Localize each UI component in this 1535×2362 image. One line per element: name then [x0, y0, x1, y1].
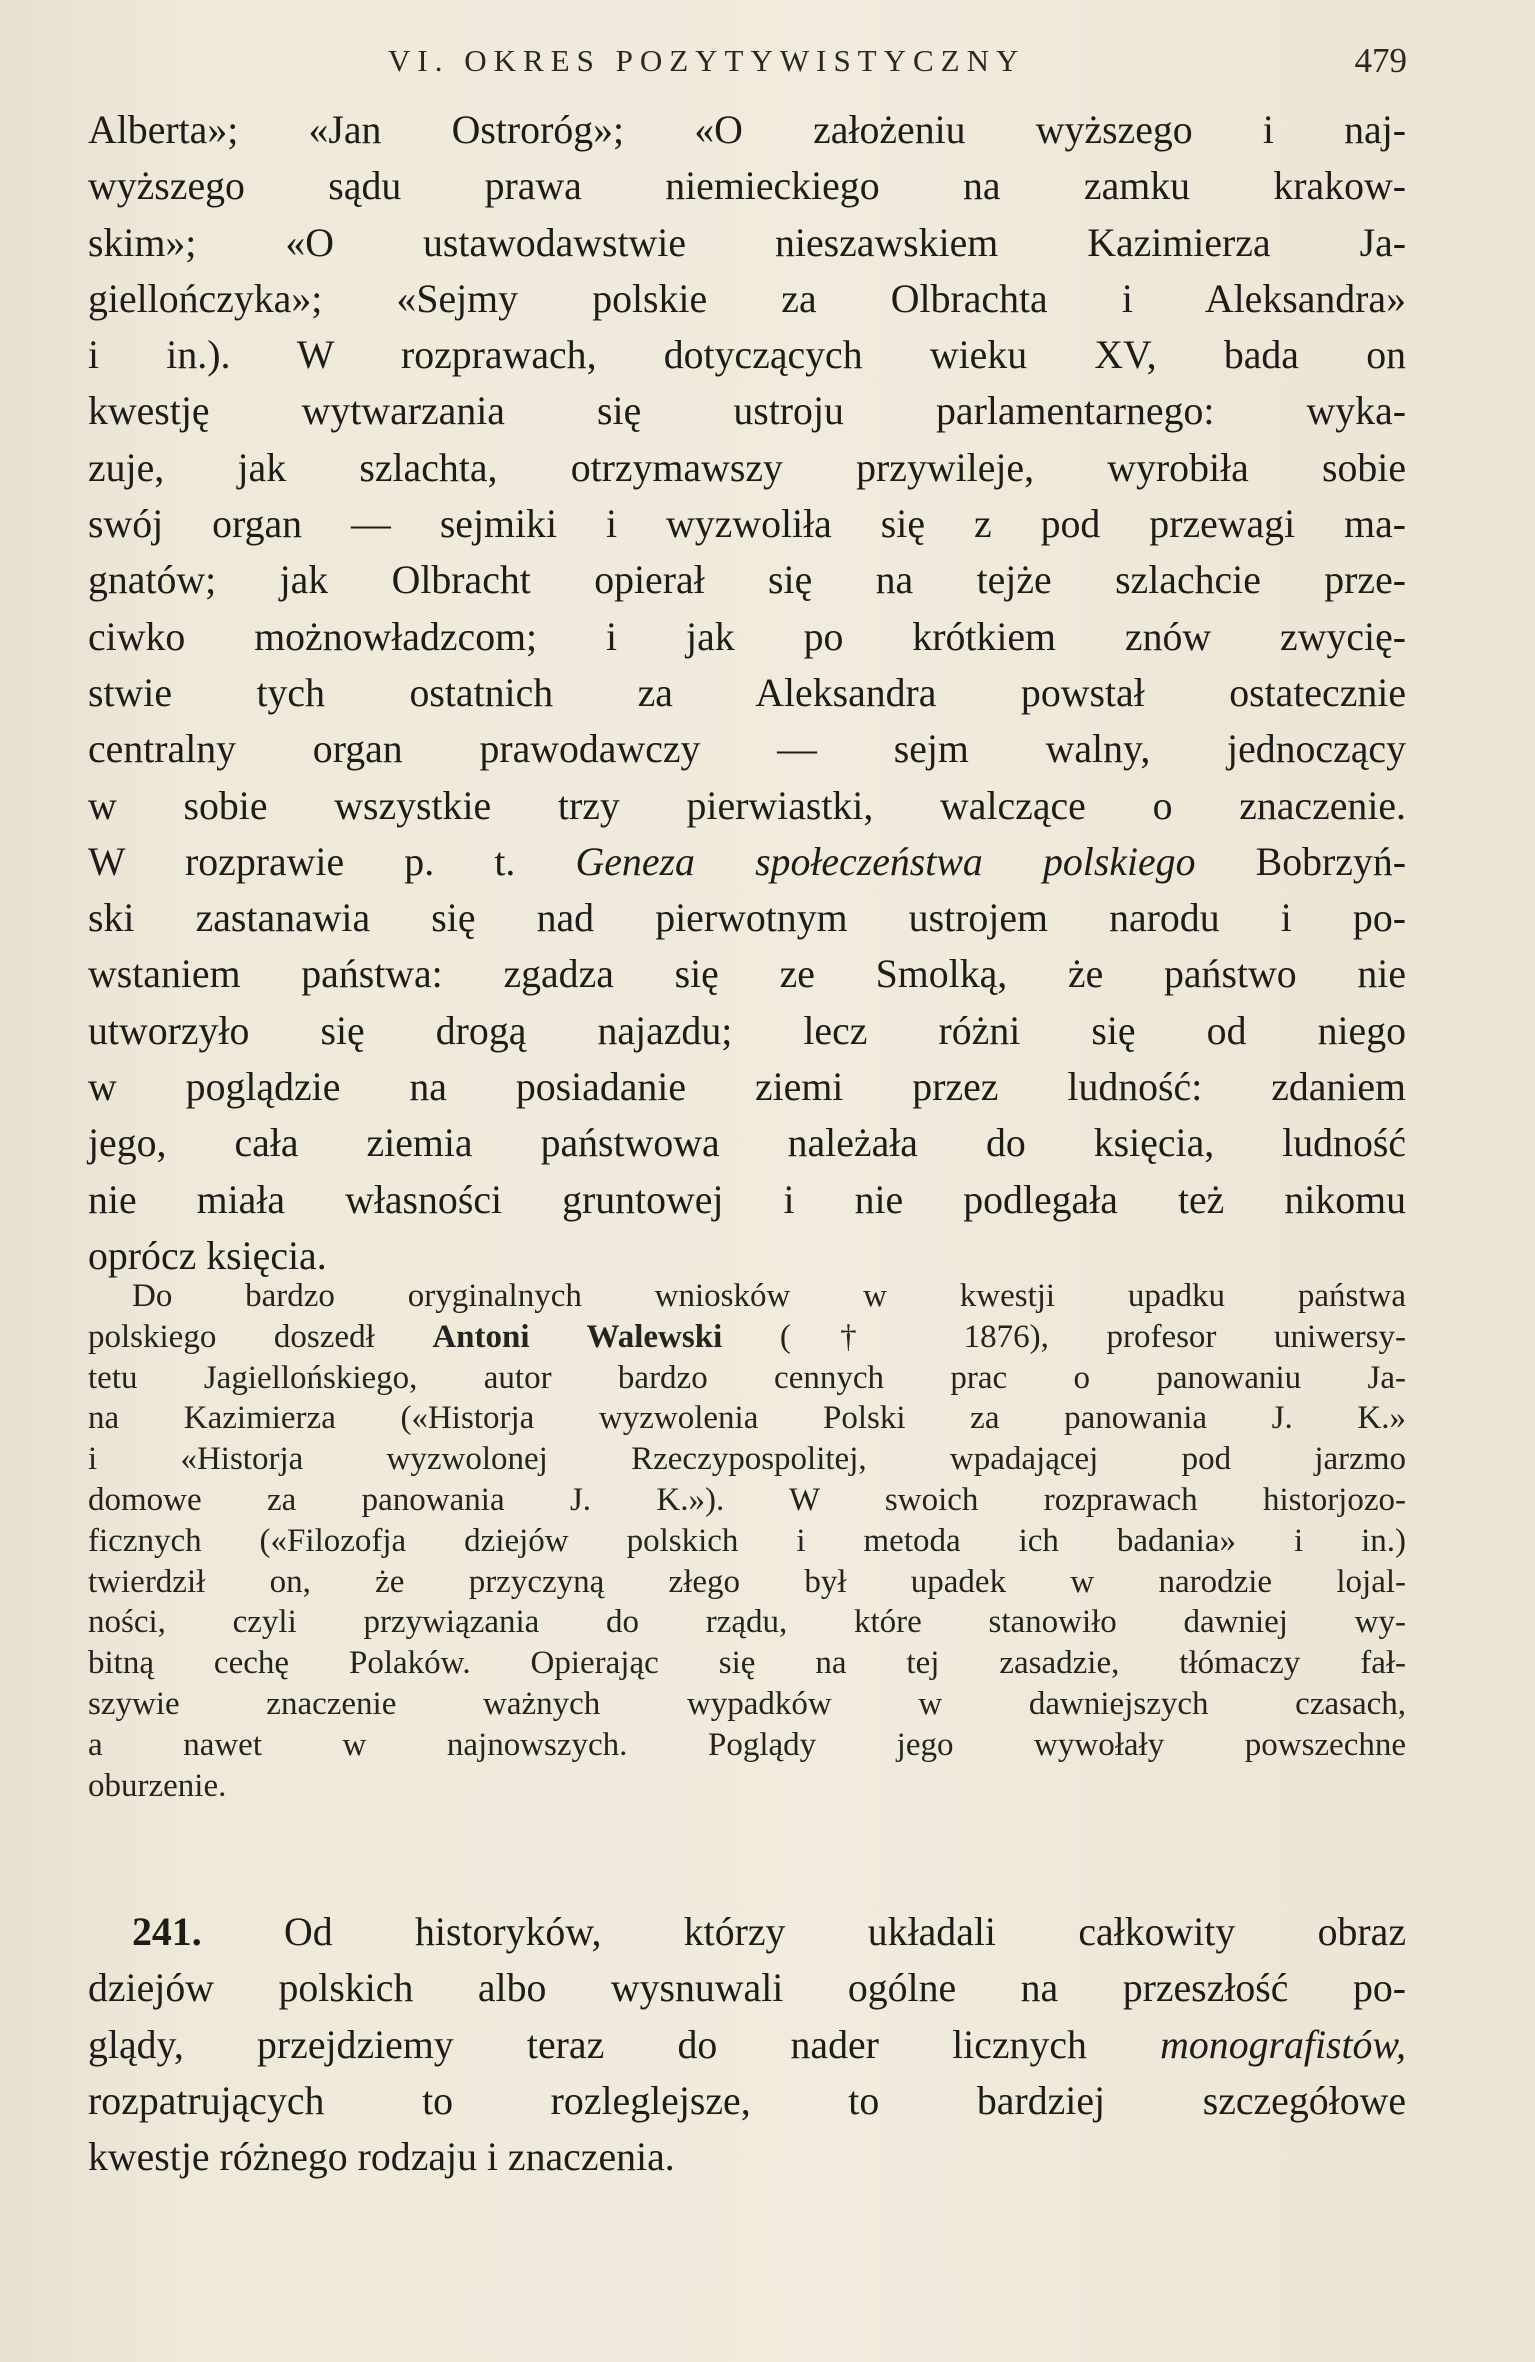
text-line: oprócz księcia.	[88, 1233, 327, 1278]
page-number: 479	[1354, 41, 1407, 80]
text-line: w poglądzie na posiadanie ziemi przez ludność: zdaniem	[88, 1065, 1406, 1110]
text-line: centralny organ prawodawczy — sejm walny, jednoczący	[88, 727, 1406, 772]
italic-term: monografistów,	[1160, 2022, 1406, 2067]
page-header	[88, 36, 1407, 86]
text-segment: Bobrzyń-	[1195, 839, 1406, 884]
text-line	[88, 2017, 1406, 2073]
text-segment: glądy, przejdziemy teraz do nader licznych	[88, 2022, 1161, 2067]
text-line: stwie tych ostatnich za Aleksandra powstał ostatecznie	[88, 670, 1406, 715]
text-line: kwestje różnego rodzaju i znaczenia.	[88, 2135, 675, 2180]
text-line: i «Historja wyzwolonej Rzeczypospolitej, wpadającej pod jarzmo	[88, 1441, 1406, 1478]
text-line: ficznych («Filozofja dziejów polskich i metoda ich badania» i in.)	[88, 1522, 1406, 1559]
text-line: tetu Jagiellońskiego, autor bardzo cennych prac o panowaniu Ja-	[88, 1359, 1406, 1396]
text-line: swój organ — sejmiki i wyzwoliła się z pod przewagi ma-	[88, 502, 1406, 547]
text-line: na Kazimierza («Historja wyzwolenia Polski za panowania J. K.»	[88, 1400, 1406, 1437]
text-line: zuje, jak szlachta, otrzymawszy przywileje, wyrobiła sobie	[88, 445, 1406, 490]
text-segment: W rozprawie p. t.	[88, 839, 576, 884]
text-line: a nawet w najnowszych. Poglądy jego wywołały powszechne	[88, 1726, 1406, 1763]
text-line: wstaniem państwa: zgadza się ze Smolką, że państwo nie	[88, 952, 1406, 997]
section-number: 241.	[132, 1910, 202, 1954]
text-line: dziejów polskich albo wysnuwali ogólne na przeszłość po-	[88, 1966, 1406, 2011]
text-segment: († 1876), profesor uniwersy-	[722, 1318, 1406, 1355]
text-line: skim»; «O ustawodawstwie nieszawskiem Kazimierza Ja-	[88, 220, 1406, 265]
text-line: wyższego sądu prawa niemieckiego na zamku krakow-	[88, 164, 1406, 209]
text-line: i in.). W rozprawach, dotyczących wieku XV, bada on	[88, 333, 1406, 378]
text-line: nie miała własności gruntowej i nie podlegała też nikomu	[88, 1177, 1406, 1222]
text-line: rozpatrujących to rozleglejsze, to bardziej szczegółowe	[88, 2078, 1406, 2123]
text-line	[88, 1904, 1406, 1960]
text-line: kwestję wytwarzania się ustroju parlamentarnego: wyka-	[88, 389, 1406, 434]
text-line	[88, 1317, 1406, 1358]
bold-person-name: Antoni Walewski	[432, 1318, 723, 1355]
small-print-paragraph	[88, 1276, 1406, 1806]
main-paragraph	[88, 102, 1406, 1284]
text-line: gnatów; jak Olbracht opierał się na tejże szlachcie prze-	[88, 558, 1406, 603]
italic-book-title: Geneza społeczeństwa polskiego	[575, 839, 1196, 884]
text-segment: polskiego doszedł	[88, 1318, 433, 1355]
text-line: w sobie wszystkie trzy pierwiastki, walczące o znaczenie.	[88, 783, 1406, 828]
text-line: Do bardzo oryginalnych wniosków w kwestji upadku państwa	[132, 1278, 1406, 1314]
text-line: bitną cechę Polaków. Opierając się na tej zasadzie, tłómaczy fał-	[88, 1645, 1406, 1682]
text-line: domowe za panowania J. K.»). W swoich rozprawach historjozo-	[88, 1481, 1406, 1518]
text-line: utworzyło się drogą najazdu; lecz różni się od niego	[88, 1008, 1406, 1053]
text-line: jego, cała ziemia państwowa należała do księcia, ludność	[88, 1121, 1406, 1166]
text-line: giellończyka»; «Sejmy polskie za Olbrachta i Aleksandra»	[88, 276, 1406, 321]
text-line: Alberta»; «Jan Ostroróg»; «O założeniu wyższego i naj-	[88, 108, 1406, 152]
text-line	[88, 834, 1406, 890]
text-line: oburzenie.	[88, 1767, 227, 1804]
text-line: twierdził on, że przyczyną złego był upadek w narodzie lojal-	[88, 1563, 1406, 1600]
text-line: ciwko możnowładzcom; i jak po krótkiem znów zwycię-	[88, 614, 1406, 659]
text-line: ności, czyli przywiązania do rządu, które stanowiło dawniej wy-	[88, 1604, 1406, 1641]
text-line: szywie znaczenie ważnych wypadków w dawniejszych czasach,	[88, 1685, 1406, 1722]
running-title: VI. OKRES POZYTYWISTYCZNY	[388, 43, 1026, 78]
section-241-paragraph	[88, 1904, 1406, 2185]
text-line: ski zastanawia się nad pierwotnym ustrojem narodu i po-	[88, 896, 1406, 941]
text-segment: Od historyków, którzy układali całkowity obraz	[201, 1910, 1406, 1954]
